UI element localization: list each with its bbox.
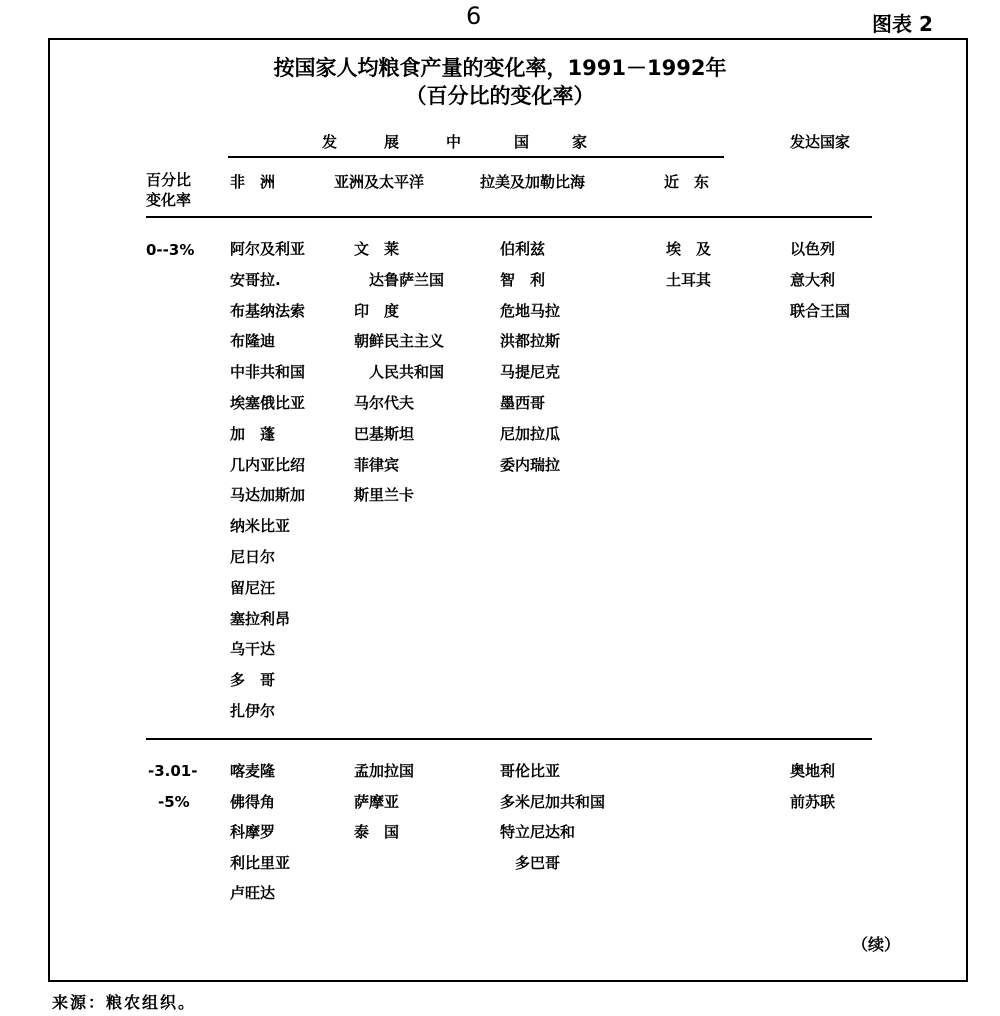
range-label-cont: -5% [158,793,190,811]
country-cell: 埃塞俄比亚 [230,393,306,412]
country-cell: 马尔代夫 [354,393,415,412]
country-cell: 多 哥 [230,671,276,690]
country-cell: 伯利兹 [500,240,546,258]
country-cell: 纳米比亚 [230,517,291,536]
latin-america-column [500,234,560,480]
developed-column [790,234,850,326]
country-cell: 科摩罗 [230,823,276,841]
country-cell: 印 度 [354,301,400,320]
country-cell: 乌干达 [230,640,276,659]
header-bottom-rule [146,216,872,218]
country-cell: 文 莱 [354,240,400,258]
country-cell: 埃 及 [666,240,712,258]
region-header-near-east: 近 东 [664,173,710,191]
country-cell: 墨西哥 [500,393,546,412]
country-cell: 塞拉利昂 [230,609,291,628]
country-cell: 泰 国 [354,823,400,841]
header-divider [228,156,724,158]
row-label-header-2: 变化率 [146,191,192,209]
region-header-latin-america: 拉美及加勒比海 [480,173,586,191]
country-cell: 人民共和国 [354,363,445,382]
table-subtitle: （百分比的变化率） [405,84,595,108]
continued-note: （续） [852,935,901,954]
country-cell: 尼日尔 [230,547,276,566]
figure-label: 图表 2 [872,12,933,36]
country-cell: 委内瑞拉 [500,455,561,474]
developing-header-char: 国 [514,133,530,151]
section-divider [146,738,872,740]
country-cell: 扎伊尔 [230,701,276,720]
country-cell: 奥地利 [790,762,836,780]
source-note: 来源：粮农组织。 [52,993,197,1012]
country-cell: 留尼汪 [230,578,276,597]
africa-column [230,234,305,727]
country-cell: 萨摩亚 [354,792,400,811]
near-east-column [666,234,711,296]
country-cell: 利比里亚 [230,853,291,872]
country-cell: 安哥拉. [230,270,281,289]
country-cell: 危地马拉 [500,301,561,320]
country-cell: 多巴哥 [500,853,561,872]
developing-header-char: 展 [384,133,400,151]
country-cell: 联合王国 [790,301,851,320]
row-label-header-1: 百分比 [146,171,192,189]
country-cell: 特立尼达和 [500,823,576,841]
country-cell: 以色列 [790,240,836,258]
country-cell: 布隆迪 [230,332,276,351]
developing-header-char: 家 [572,133,588,151]
country-cell: 佛得角 [230,792,276,811]
latin-america-column [500,756,605,878]
country-cell: 尼加拉瓜 [500,424,561,443]
developed-header: 发达国家 [790,133,851,151]
country-cell: 朝鲜民主主义 [354,332,445,351]
region-header-asia-pacific: 亚洲及太平洋 [334,173,425,191]
country-cell: 洪都拉斯 [500,332,561,351]
country-cell: 马达加斯加 [230,486,306,505]
range-label: -3.01- [148,762,198,780]
developed-column [790,756,835,817]
page-number: 6 [466,2,482,30]
asia-pacific-column [354,756,414,848]
country-cell: 斯里兰卡 [354,486,415,505]
country-cell: 智 利 [500,270,546,289]
table-title: 按国家人均粮食产量的变化率，1991－1992年 [273,56,727,80]
country-cell: 菲律宾 [354,455,400,474]
country-cell: 多米尼加共和国 [500,792,606,811]
region-header-africa: 非 洲 [230,173,276,191]
country-cell: 几内亚比绍 [230,455,306,474]
developing-header-char: 发 [322,133,338,151]
country-cell: 巴基斯坦 [354,424,415,443]
country-cell: 喀麦隆 [230,762,276,780]
country-cell: 土耳其 [666,270,712,289]
range-label: 0--3% [146,241,195,259]
country-cell: 加 蓬 [230,424,276,443]
country-cell: 意大利 [790,270,836,289]
developing-header-char: 中 [446,133,462,151]
country-cell: 哥伦比亚 [500,762,561,780]
country-cell: 孟加拉国 [354,762,415,780]
country-cell: 中非共和国 [230,363,306,382]
country-cell: 阿尔及利亚 [230,240,306,258]
country-cell: 前苏联 [790,792,836,811]
africa-column [230,756,290,909]
asia-pacific-column [354,234,444,511]
country-cell: 布基纳法索 [230,301,306,320]
country-cell: 卢旺达 [230,884,276,902]
country-cell: 达鲁萨兰国 [354,270,445,289]
country-cell: 马提尼克 [500,363,561,382]
